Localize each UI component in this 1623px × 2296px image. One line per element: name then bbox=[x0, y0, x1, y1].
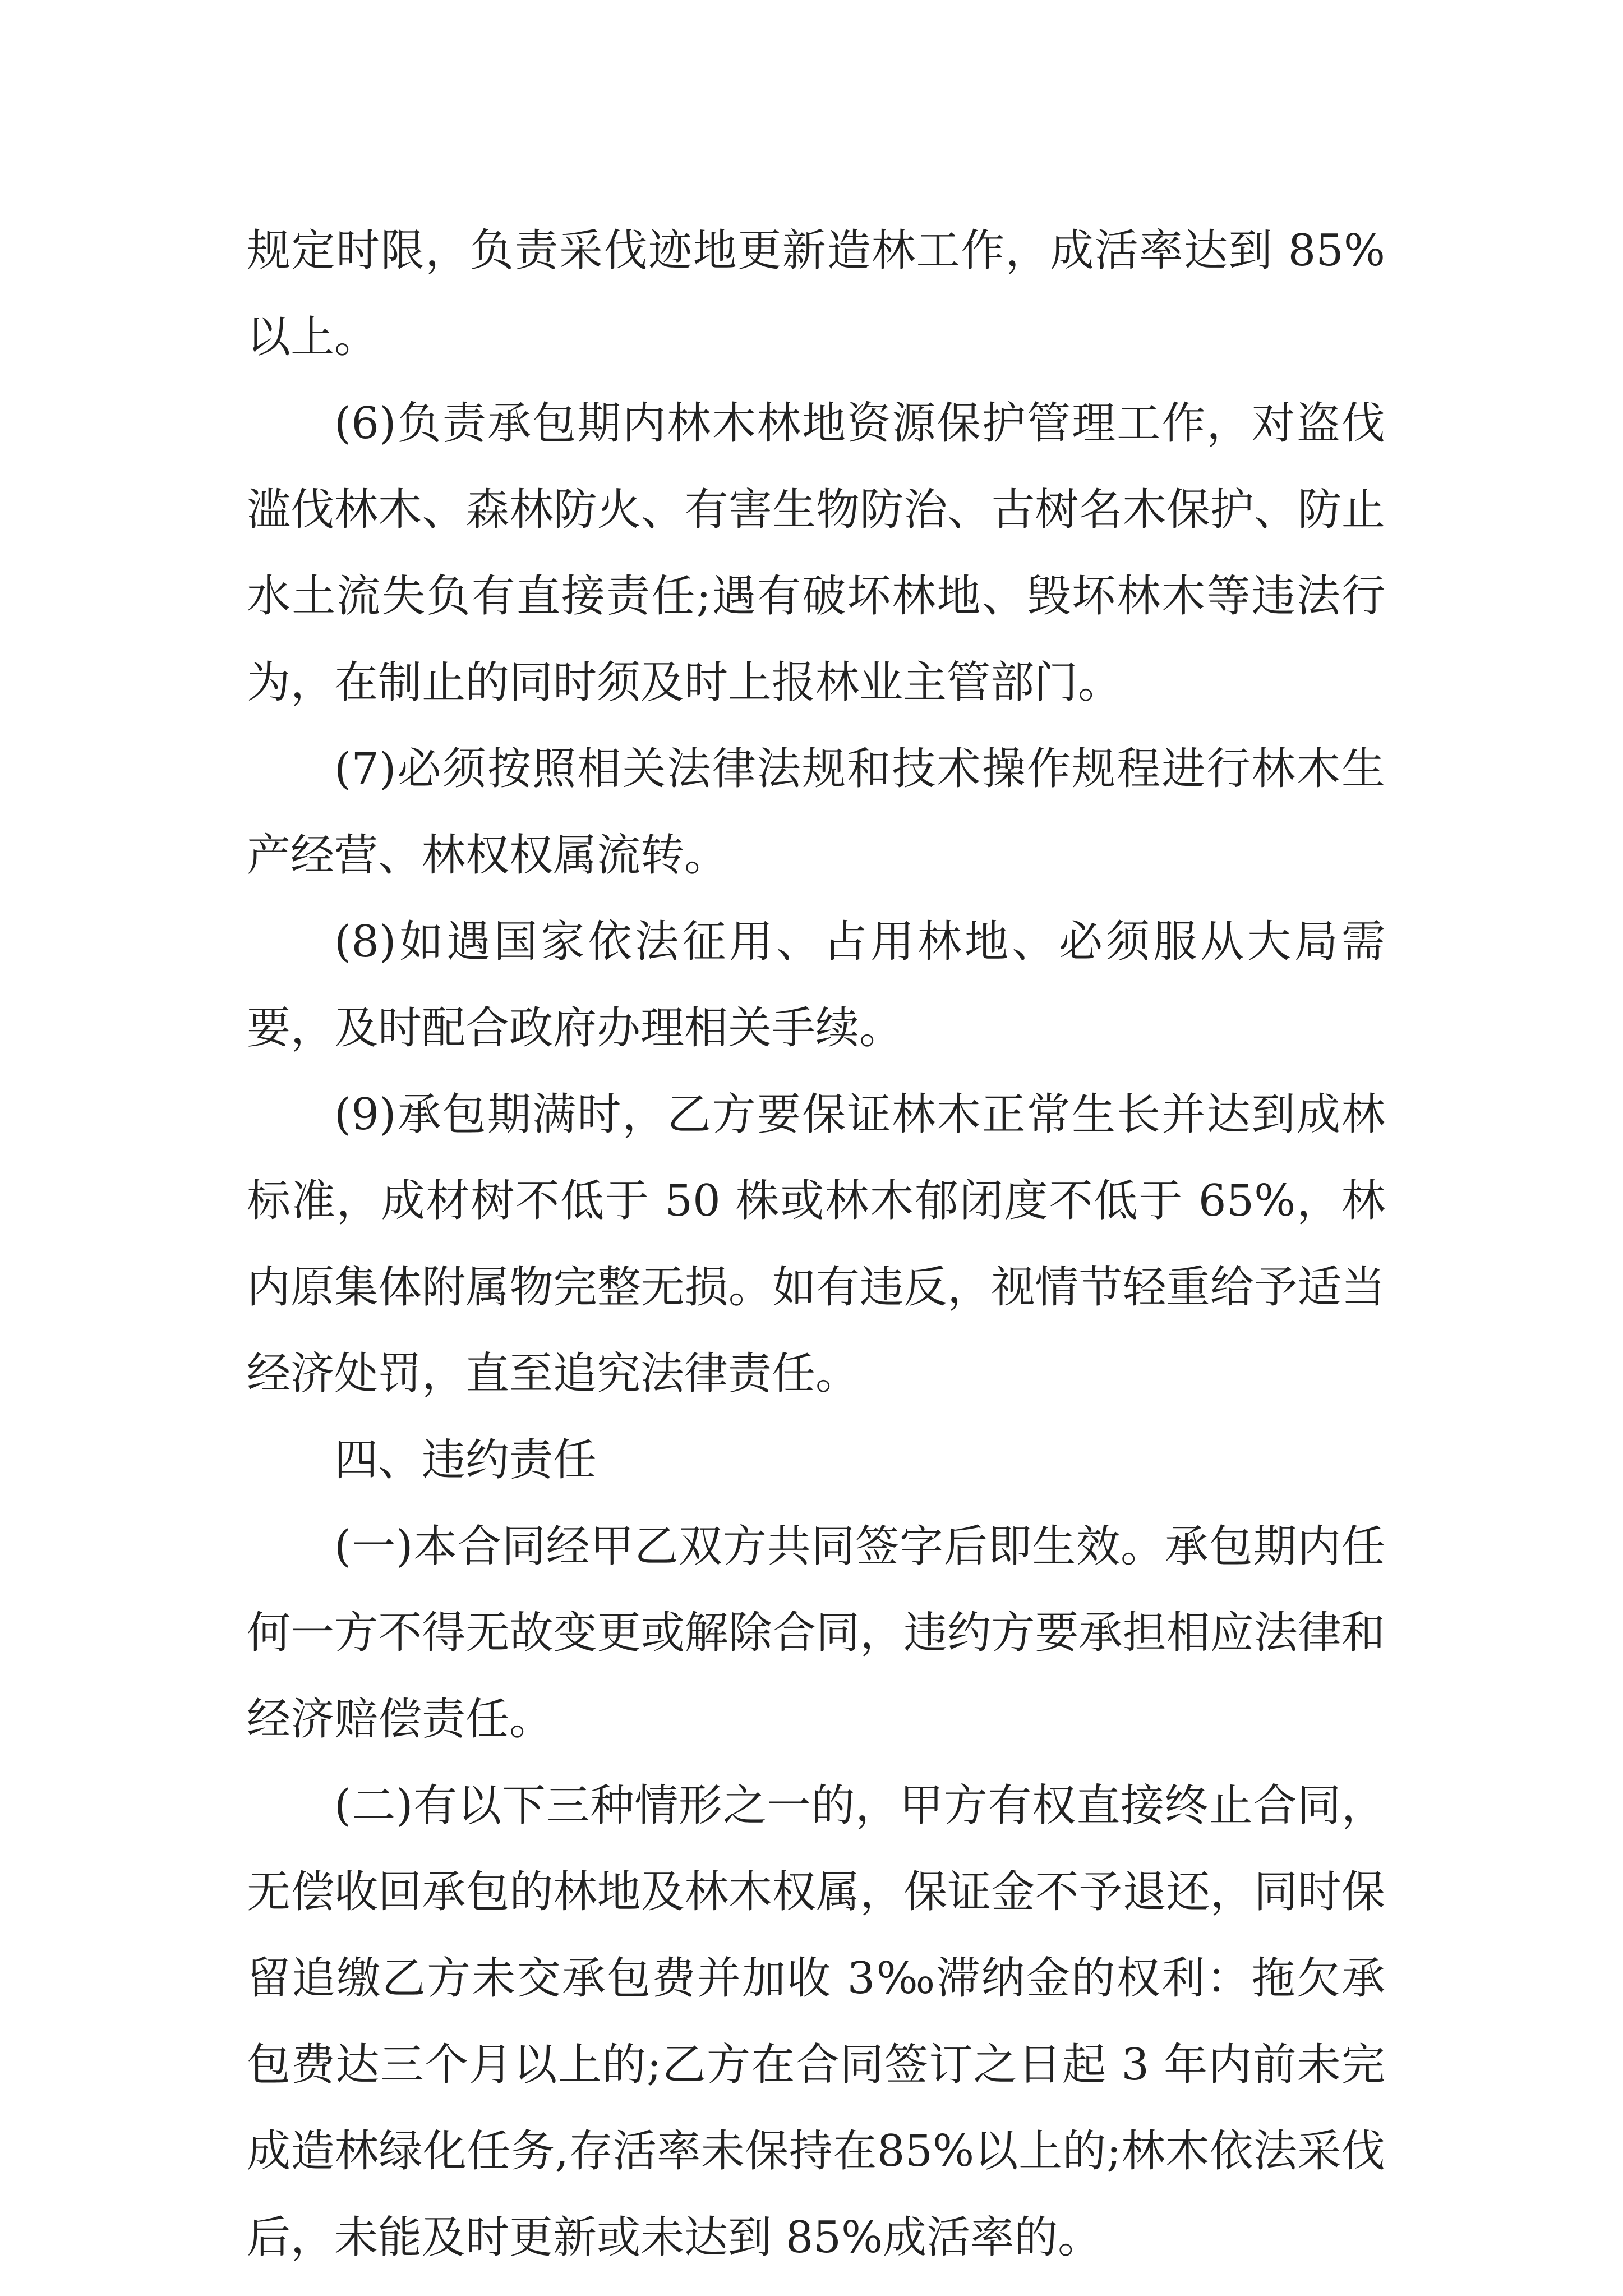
paragraph-continuation: 规定时限，负责采伐迹地更新造林工作，成活率达到 85%以上。 bbox=[247, 226, 1385, 362]
section-heading-breach-liability: 四、违约责任 bbox=[334, 1435, 597, 1485]
paragraph-item-6: (6)负责承包期内林木林地资源保护管理工作，对盗伐滥伐林木、森林防火、有害生物防治、古树名木保护、防止水土流失负有直接责任;遇有破坏林地、毁坏林木等违法行为，在制止的同时须及时上报林业主管部门。 bbox=[247, 398, 1385, 708]
contract-body bbox=[247, 208, 1385, 2281]
paragraph-item-7: (7)必须按照相关法律法规和技术操作规程进行林木生产经营、林权权属流转。 bbox=[247, 744, 1385, 881]
paragraph-clause-1: (一)本合同经甲乙双方共同签字后即生效。承包期内任何一方不得无故变更或解除合同，违约方要承担相应法律和经济赔偿责任。 bbox=[247, 1521, 1385, 1745]
paragraph-item-9: (9)承包期满时，乙方要保证林木正常生长并达到成林标准，成材树不低于 50 株或林木郁闭度不低于 65%，林内原集体附属物完整无损。如有违反，视情节轻重给予适当经济处罚，直至追究法律责任。 bbox=[247, 1089, 1385, 1399]
paragraph-item-8: (8)如遇国家依法征用、占用林地、必须服从大局需要，及时配合政府办理相关手续。 bbox=[247, 917, 1385, 1053]
paragraph-clause-2: (二)有以下三种情形之一的，甲方有权直接终止合同，无偿收回承包的林地及林木权属，保证金不予退还，同时保留追缴乙方未交承包费并加收 3‰滞纳金的权利：拖欠承包费达三个月以上的;乙方在合同签订之日起 3 年内前未完成造林绿化任务,存活率未保持在85%以上的;林木依法采伐后，未能及时更新或未达到 85%成活率的。 bbox=[247, 1780, 1385, 2263]
